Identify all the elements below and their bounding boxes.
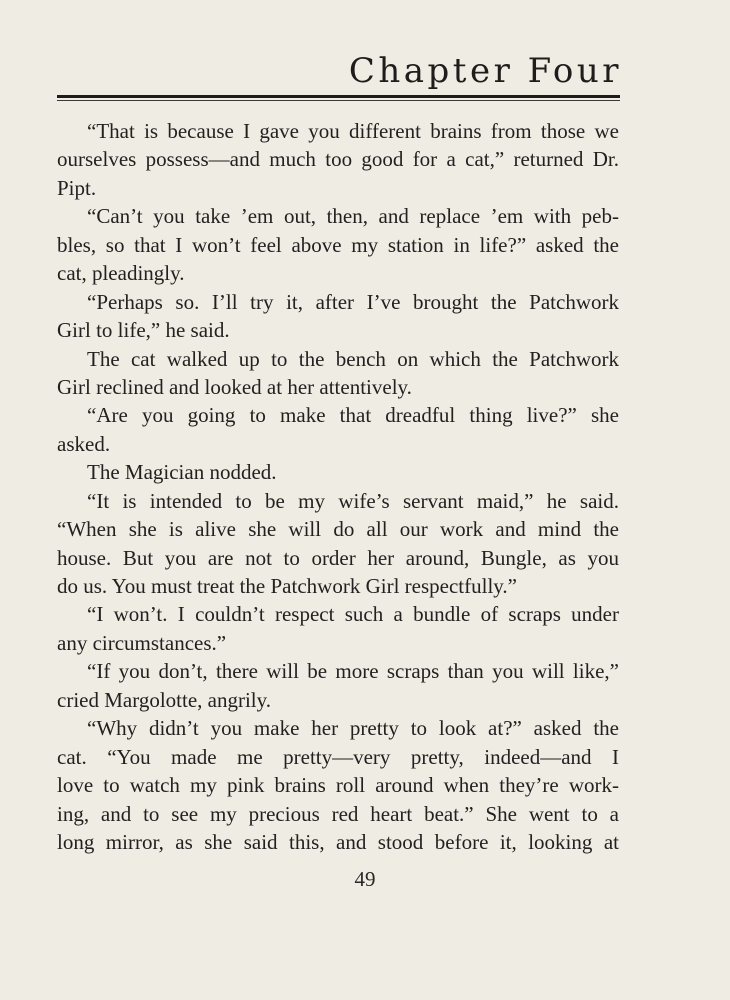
- body-text: [57, 117, 619, 856]
- text-line: “It is intended to be my wife’s servant maid,” he said.: [87, 488, 619, 513]
- text-line: cried Margolotte, angrily.: [57, 687, 272, 712]
- text-line: do us. You must treat the Patchwork Girl respectfully.”: [57, 574, 517, 598]
- page-number: 49: [354, 867, 376, 891]
- text-line: bles, so that I won’t feel above my station in life?” asked the: [57, 232, 619, 257]
- text-line: “When she is alive she will do all our work and mind the: [57, 517, 619, 542]
- text-line: Girl reclined and looked at her attentively.: [57, 374, 412, 399]
- chapter-title: Chapter Four: [348, 51, 622, 91]
- header-rule-thin: [57, 100, 620, 101]
- text-line: The Magician nodded.: [87, 460, 277, 485]
- header-rule-thick: [57, 95, 620, 98]
- text-line: ing, and to see my precious red heart beat.” She went to a: [57, 801, 619, 826]
- text-line: “I won’t. I couldn’t respect such a bundle of scraps under: [87, 602, 619, 627]
- text-line: ourselves possess—and much too good for a cat,” returned Dr.: [57, 147, 619, 172]
- text-line: asked.: [57, 431, 111, 456]
- text-line: Girl to life,” he said.: [57, 318, 230, 343]
- text-line: “If you don’t, there will be more scraps than you will like,”: [87, 659, 619, 684]
- text-line: cat, pleadingly.: [57, 261, 185, 286]
- text-line: “Are you going to make that dreadful thing live?” she: [87, 403, 619, 428]
- text-line: Pipt.: [57, 175, 97, 200]
- text-line: long mirror, as she said this, and stood before it, looking at: [57, 829, 619, 854]
- text-line: “That is because I gave you different brains from those we: [87, 119, 619, 143]
- text-line: The cat walked up to the bench on which the Patchwork: [87, 346, 619, 371]
- text-line: cat. “You made me pretty—very pretty, indeed—and I: [57, 744, 619, 769]
- text-line: “Perhaps so. I’ll try it, after I’ve brought the Patchwork: [87, 289, 619, 314]
- text-line: house. But you are not to order her around, Bungle, as you: [57, 545, 619, 570]
- text-line: love to watch my pink brains roll around when they’re work-: [57, 773, 619, 798]
- text-line: “Why didn’t you make her pretty to look at?” asked the: [87, 716, 619, 741]
- text-line: “Can’t you take ’em out, then, and replace ’em with peb-: [87, 204, 619, 229]
- text-line: any circumstances.”: [57, 630, 227, 655]
